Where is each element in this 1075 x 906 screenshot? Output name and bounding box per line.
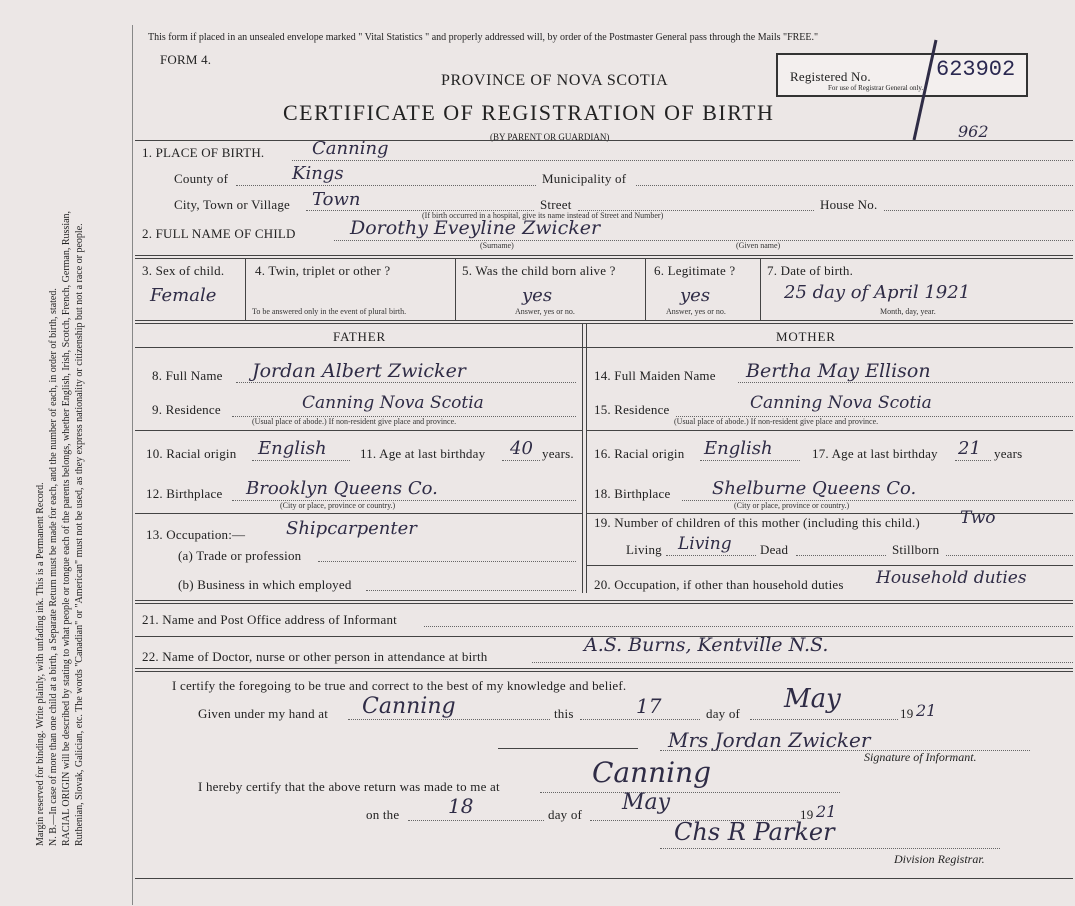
- legitimate-note: Answer, yes or no.: [666, 307, 726, 316]
- house-number-label: House No.: [820, 197, 878, 212]
- registrar-signature: Chs R Parker: [674, 818, 835, 846]
- fill-line: [580, 719, 700, 720]
- fill-line: [532, 662, 1073, 663]
- children-count-label: 19. Number of children of this mother (including this child.): [594, 515, 920, 530]
- mother-residence-note: (Usual place of abode.) If non-resident give place and province.: [674, 417, 879, 426]
- margin-instructions: [34, 86, 86, 846]
- rule: [586, 513, 1073, 514]
- rule: [135, 140, 1073, 141]
- date-note: Month, day, year.: [880, 307, 936, 316]
- mother-birthplace-label: 18. Birthplace: [594, 486, 671, 501]
- fill-line: [884, 210, 1073, 211]
- place-of-birth-label: 1. PLACE OF BIRTH.: [142, 145, 265, 160]
- return-day-of-label: day of: [548, 807, 583, 822]
- fill-line: [334, 240, 1073, 241]
- mother-age-label: 17. Age at last birthday: [812, 446, 938, 461]
- margin-rule: [132, 25, 133, 905]
- father-racial-label: 10. Racial origin: [146, 446, 237, 461]
- given-name-note: (Given name): [736, 241, 781, 250]
- children-count-value: Two: [960, 508, 996, 528]
- mother-residence-label: 15. Residence: [594, 402, 670, 417]
- fill-line: [236, 185, 536, 186]
- trade-label: (a) Trade or profession: [178, 548, 302, 563]
- date-of-birth-label: 7. Date of birth.: [767, 263, 854, 278]
- given-under-hand-label: Given under my hand at: [198, 706, 329, 721]
- form-number: FORM 4.: [160, 52, 212, 67]
- rule: [760, 258, 761, 320]
- father-occupation-value: Shipcarpenter: [286, 518, 417, 539]
- father-racial-value: English: [258, 438, 327, 459]
- column-divider: [586, 323, 587, 593]
- given-place-value: Canning: [362, 694, 456, 719]
- rule: [135, 347, 1073, 348]
- father-residence-note: (Usual place of abode.) If non-resident give place and province.: [252, 417, 457, 426]
- father-age-value: 40: [510, 438, 533, 459]
- fill-line: [946, 555, 1073, 556]
- fill-line: [252, 460, 350, 461]
- fill-line: [750, 719, 898, 720]
- margin-line: Ruthenian, Slovak, Galician, etc. The words "Canadian" or "American" must not be used, as they express nationality or citizenship but not a race or people.: [74, 223, 85, 846]
- margin-line: N. B.—In case of more than one child at a birth, a Separate Return must be made for each, and the number of each, in order of birth, stated.: [48, 288, 59, 846]
- living-label: Living: [626, 542, 662, 557]
- father-birthplace-value: Brooklyn Queens Co.: [246, 478, 438, 499]
- father-age-label: 11. Age at last birthday: [360, 446, 486, 461]
- legitimate-value: yes: [680, 285, 711, 306]
- rule: [135, 255, 1073, 259]
- return-month-value: May: [622, 790, 671, 815]
- doctor-label: 22. Name of Doctor, nurse or other person in attendance at birth: [142, 649, 488, 664]
- certificate-title: CERTIFICATE OF REGISTRATION OF BIRTH: [283, 100, 775, 125]
- fill-line: [955, 460, 991, 461]
- given-year-suffix: 21: [916, 701, 937, 720]
- street-label: Street: [540, 197, 572, 212]
- father-fullname-label: 8. Full Name: [152, 368, 223, 383]
- father-occupation-label: 13. Occupation:—: [146, 527, 246, 542]
- fill-line: [366, 590, 576, 591]
- child-name-value: Dorothy Eveyline Zwicker: [350, 217, 601, 239]
- father-residence-value: Canning Nova Scotia: [302, 393, 484, 413]
- doctor-value: A.S. Burns, Kentville N.S.: [584, 634, 829, 656]
- mother-age-value: 21: [958, 438, 981, 459]
- day-of-label: day of: [706, 706, 741, 721]
- fill-line: [660, 848, 1000, 849]
- sex-label: 3. Sex of child.: [142, 263, 225, 278]
- fill-line: [408, 820, 544, 821]
- return-place-value: Canning: [592, 756, 712, 789]
- return-year-suffix: 21: [816, 802, 837, 821]
- county-label: County of: [174, 171, 229, 186]
- fill-line: [318, 561, 576, 562]
- business-label: (b) Business in which employed: [178, 577, 352, 592]
- certificate-subtitle: (BY PARENT OR GUARDIAN): [490, 132, 610, 142]
- certify-text: I certify the foregoing to be true and correct to the best of my knowledge and belief.: [172, 678, 627, 693]
- mother-fullname-value: Bertha May Ellison: [746, 360, 931, 382]
- legitimate-label: 6. Legitimate ?: [654, 263, 736, 278]
- father-birthplace-note: (City or place, province or country.): [280, 501, 396, 510]
- born-alive-note: Answer, yes or no.: [515, 307, 575, 316]
- registered-number: 623902: [936, 57, 1016, 82]
- province-heading: PROVINCE OF NOVA SCOTIA: [441, 72, 669, 89]
- mail-notice: This form if placed in an unsealed envelope marked " Vital Statistics " and properly addressed will, by order of the Postmaster General pass through the Mails "FREE.": [148, 32, 819, 43]
- mother-residence-value: Canning Nova Scotia: [750, 393, 932, 413]
- mother-heading: MOTHER: [776, 329, 836, 344]
- city-value: Town: [312, 189, 361, 210]
- return-year-prefix: 19: [800, 807, 814, 822]
- surname-note: (Surname): [480, 241, 514, 250]
- rule: [586, 430, 1073, 431]
- corner-mark: 962: [958, 122, 989, 141]
- child-name-label: 2. FULL NAME OF CHILD: [142, 226, 296, 241]
- return-day-value: 18: [448, 794, 474, 818]
- place-of-birth-value: Canning: [312, 138, 389, 159]
- given-year-prefix: 19: [900, 706, 914, 721]
- father-fullname-value: Jordan Albert Zwicker: [252, 360, 466, 382]
- on-the-label: on the: [366, 807, 400, 822]
- hospital-note: (If birth occurred in a hospital, give its name instead of Street and Number): [422, 211, 664, 220]
- municipality-label: Municipality of: [542, 171, 627, 186]
- fill-line: [636, 185, 1073, 186]
- born-alive-label: 5. Was the child born alive ?: [462, 263, 616, 278]
- sex-value: Female: [150, 285, 217, 306]
- rule: [135, 668, 1073, 672]
- mother-years: years: [994, 446, 1023, 461]
- living-value: Living: [678, 534, 732, 554]
- stillborn-label: Stillborn: [892, 542, 940, 557]
- rule: [586, 565, 1073, 566]
- father-residence-label: 9. Residence: [152, 402, 221, 417]
- city-label: City, Town or Village: [174, 197, 291, 212]
- fill-line: [424, 626, 1073, 627]
- rule: [135, 600, 1073, 604]
- fill-line: [502, 460, 540, 461]
- date-of-birth-value: 25 day of April 1921: [784, 282, 971, 303]
- fill-line: [236, 382, 576, 383]
- born-alive-value: yes: [522, 285, 553, 306]
- informant-address-label: 21. Name and Post Office address of Informant: [142, 612, 397, 627]
- fill-line: [700, 460, 800, 461]
- registrar-label: Division Registrar.: [894, 852, 985, 866]
- fill-line: [796, 555, 886, 556]
- mother-racial-value: English: [704, 438, 773, 459]
- margin-line: RACIAL ORIGIN will be described by stating to what people or tongue each of the parents belongs, whether English, Irish, Scotch, French, German, Russian,: [61, 210, 72, 846]
- rule: [645, 258, 646, 320]
- rule: [455, 258, 456, 320]
- column-divider: [582, 323, 583, 593]
- rule: [135, 878, 1073, 879]
- mother-racial-label: 16. Racial origin: [594, 446, 685, 461]
- rule: [135, 320, 1073, 324]
- mother-birthplace-note: (City or place, province or country.): [734, 501, 850, 510]
- rule: [245, 258, 246, 320]
- registrar-use-note: For use of Registrar General only.: [828, 84, 924, 92]
- twin-note: To be answered only in the event of plural birth.: [252, 307, 407, 316]
- mother-occupation-value: Household duties: [876, 568, 1027, 588]
- rule: [135, 430, 582, 431]
- fill-line: [666, 555, 756, 556]
- informant-signature: Mrs Jordan Zwicker: [668, 728, 871, 752]
- father-heading: FATHER: [333, 329, 386, 344]
- county-value: Kings: [292, 163, 344, 184]
- return-text: I hereby certify that the above return was made to me at: [198, 779, 500, 794]
- father-birthplace-label: 12. Birthplace: [146, 486, 223, 501]
- registration-stroke: [900, 38, 950, 143]
- fill-line: [738, 382, 1073, 383]
- father-years: years.: [542, 446, 574, 461]
- fill-line: [540, 792, 840, 793]
- twin-label: 4. Twin, triplet or other ?: [255, 263, 391, 278]
- mother-occupation-label: 20. Occupation, if other than household duties: [594, 577, 844, 592]
- dead-label: Dead: [760, 542, 789, 557]
- fill-line: [348, 719, 550, 720]
- registered-label: Registered No.: [790, 69, 871, 84]
- margin-line: Margin reserved for binding. Write plainly, with unfading ink. This is a Permanent Record.: [35, 482, 46, 846]
- informant-signature-label: Signature of Informant.: [864, 750, 977, 764]
- mother-fullname-label: 14. Full Maiden Name: [594, 368, 716, 383]
- rule: [135, 513, 582, 514]
- mother-birthplace-value: Shelburne Queens Co.: [712, 478, 917, 499]
- this-label: this: [554, 706, 574, 721]
- fill-line: [292, 160, 1073, 161]
- given-day-value: 17: [636, 694, 662, 718]
- given-month-value: May: [784, 684, 841, 714]
- rule: [498, 748, 638, 749]
